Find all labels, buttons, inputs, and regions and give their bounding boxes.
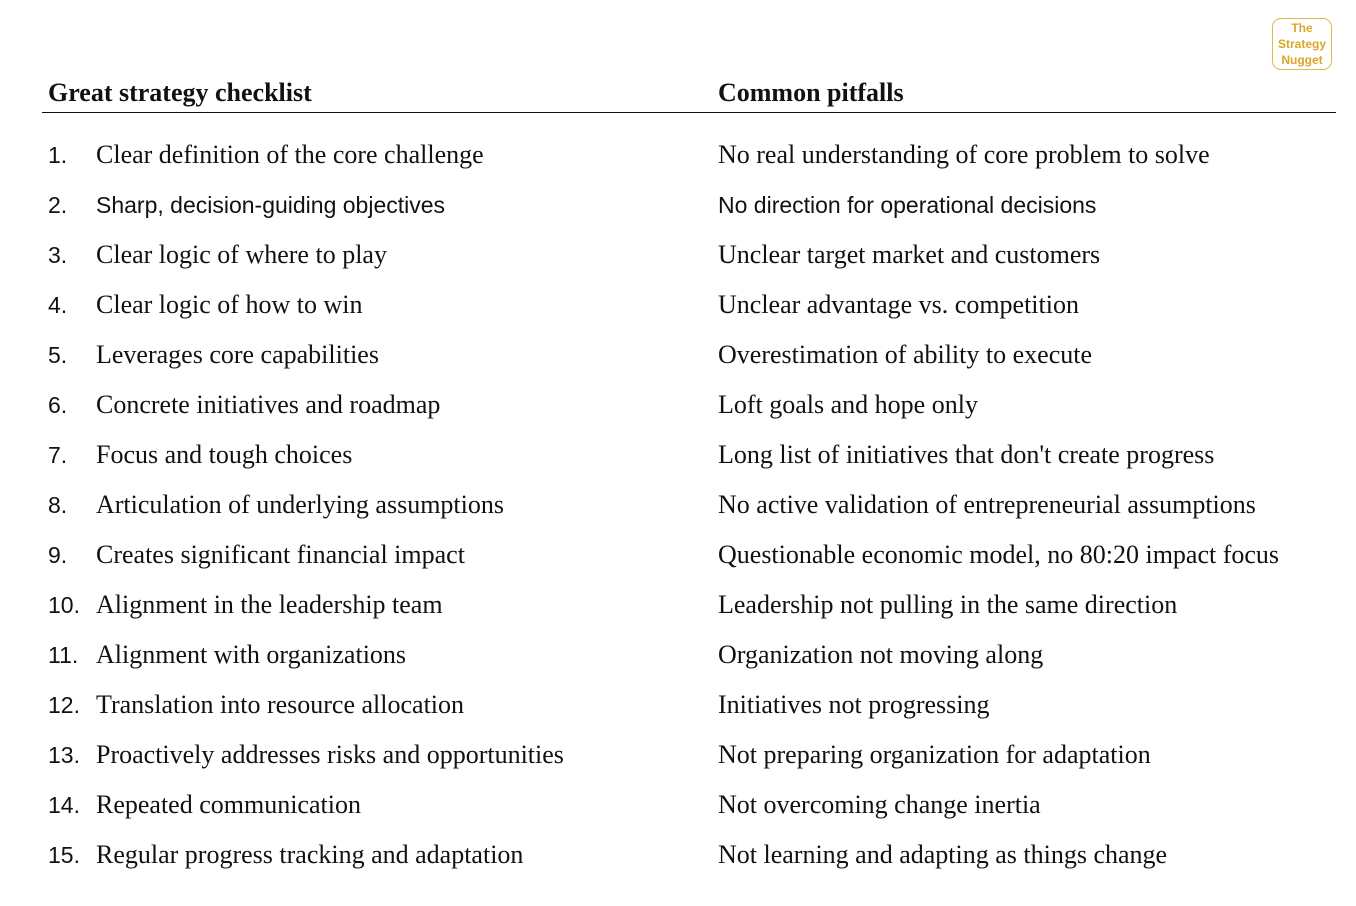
pitfall-item: No real understanding of core problem to solve (718, 140, 1210, 169)
checklist-item: Alignment in the leadership team (96, 590, 443, 619)
row-number: 2. (48, 192, 68, 218)
checklist-item: Focus and tough choices (96, 440, 353, 469)
row-number: 7. (48, 442, 68, 468)
row-number: 13. (48, 742, 80, 768)
pitfall-item: Loft goals and hope only (718, 390, 978, 419)
table-row (48, 380, 1336, 430)
checklist-item: Sharp, decision-guiding objectives (96, 192, 446, 218)
row-number: 5. (48, 342, 68, 368)
table-row (48, 830, 1336, 880)
checklist-item: Concrete initiatives and roadmap (96, 390, 441, 419)
row-number: 14. (48, 792, 80, 818)
pitfall-item: Organization not moving along (718, 640, 1044, 669)
table-row (48, 780, 1336, 830)
row-number: 1. (48, 142, 68, 168)
row-number: 8. (48, 492, 68, 518)
checklist-item: Leverages core capabilities (96, 340, 379, 369)
row-number: 6. (48, 392, 68, 418)
checklist-item: Clear logic of where to play (96, 240, 387, 269)
pitfall-item: Not overcoming change inertia (718, 790, 1041, 819)
checklist-header: Great strategy checklist (48, 78, 312, 107)
table-row (48, 680, 1336, 730)
checklist-item: Repeated communication (96, 790, 361, 819)
strategy-nugget-logo (1272, 18, 1332, 70)
header-divider (42, 112, 1336, 113)
logo-line-2: Strategy (1277, 37, 1327, 51)
checklist-item: Clear definition of the core challenge (96, 140, 484, 169)
checklist-item: Creates significant financial impact (96, 540, 465, 569)
pitfall-item: Overestimation of ability to execute (718, 340, 1092, 369)
table-row (48, 580, 1336, 630)
row-number: 15. (48, 842, 80, 868)
table-header (48, 78, 1336, 112)
logo-line-1: The (1291, 21, 1313, 35)
checklist-item: Articulation of underlying assumptions (96, 490, 505, 519)
pitfall-item: Questionable economic model, no 80:20 impact focus (718, 540, 1280, 569)
checklist-item: Clear logic of how to win (96, 290, 363, 319)
row-number: 12. (48, 692, 80, 718)
table-row (48, 280, 1336, 330)
table-row (48, 630, 1336, 680)
checklist-item: Translation into resource allocation (96, 690, 465, 719)
row-number: 4. (48, 292, 68, 318)
table-row (48, 730, 1336, 780)
pitfall-item: No direction for operational decisions (718, 192, 1097, 218)
pitfall-item: Not preparing organization for adaptation (718, 740, 1151, 769)
checklist-table (48, 130, 1336, 880)
pitfall-item: No active validation of entrepreneurial assumptions (718, 490, 1256, 519)
table-row (48, 480, 1336, 530)
pitfall-item: Unclear advantage vs. competition (718, 290, 1079, 319)
row-number: 3. (48, 242, 68, 268)
table-row (48, 430, 1336, 480)
checklist-item: Proactively addresses risks and opportunities (96, 740, 564, 769)
table-row (48, 530, 1336, 580)
table-row (48, 330, 1336, 380)
pitfall-item: Unclear target market and customers (718, 240, 1101, 269)
pitfall-item: Not learning and adapting as things change (718, 840, 1168, 869)
row-number: 9. (48, 542, 68, 568)
pitfall-item: Initiatives not progressing (718, 690, 990, 719)
checklist-item: Alignment with organizations (96, 640, 407, 669)
row-number: 10. (48, 592, 80, 618)
row-number: 11. (48, 642, 79, 668)
table-row (48, 130, 1336, 180)
pitfalls-header: Common pitfalls (718, 78, 904, 107)
logo-line-3: Nugget (1281, 53, 1323, 67)
pitfall-item: Leadership not pulling in the same direction (718, 590, 1178, 619)
pitfall-item: Long list of initiatives that don't create progress (718, 440, 1215, 469)
table-row (48, 180, 1336, 230)
checklist-item: Regular progress tracking and adaptation (96, 840, 524, 869)
table-row (48, 230, 1336, 280)
